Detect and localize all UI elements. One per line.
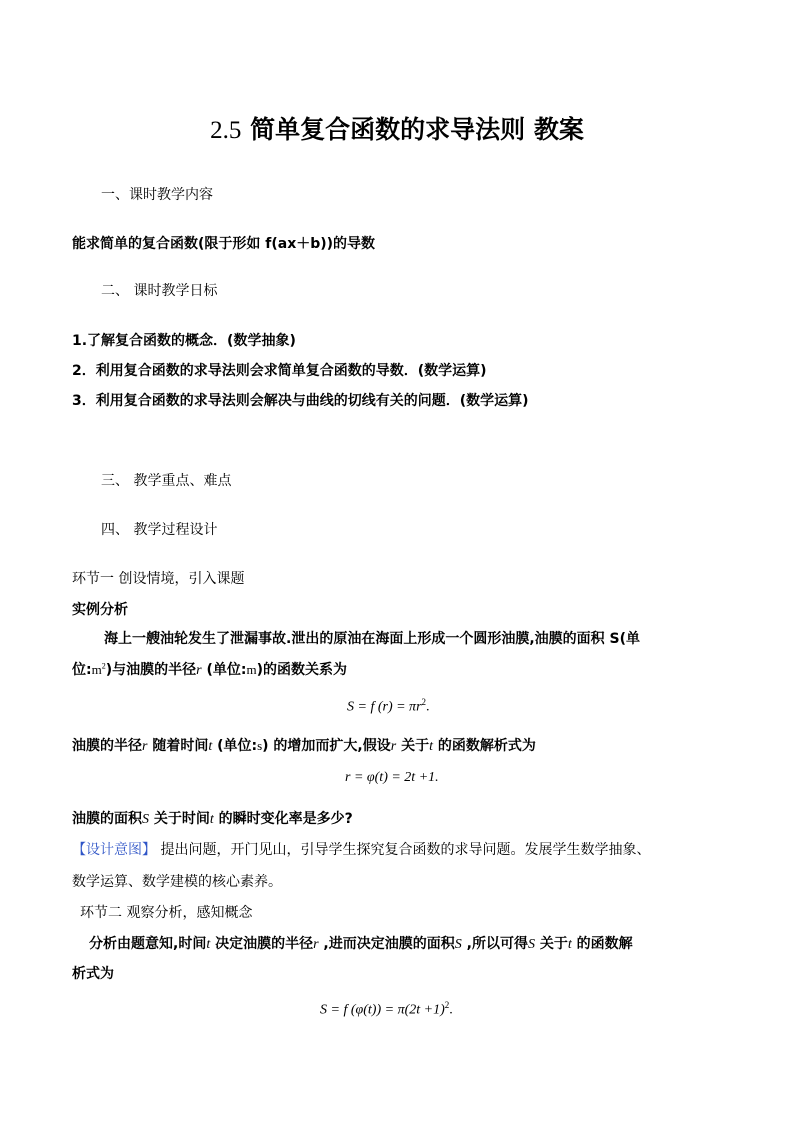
text-span: 随着时间	[147, 738, 209, 754]
unit-s: s	[257, 738, 263, 753]
text-span: 决定油膜的半径	[210, 936, 314, 952]
section-2-heading: 二、 课时教学日标	[101, 283, 218, 299]
text-span: (单位:	[201, 662, 247, 678]
text-span: ,所以可得	[461, 936, 528, 952]
text-span: ) 的增加而扩大,假设	[262, 738, 391, 754]
var-S: S	[142, 812, 149, 827]
paragraph-1-line-2	[72, 659, 347, 679]
text-span: 的函数解析式为	[432, 738, 536, 754]
var-t: t	[209, 812, 214, 827]
var-S: S	[454, 937, 462, 952]
section-1-content: 能求简单的复合函数(限于形如 f(ax＋b))的导数	[72, 236, 376, 252]
title-text: 简单复合函数的求导法则 教案	[250, 115, 584, 144]
text-span: 关于时间	[149, 811, 210, 827]
text-span: 油膜的半径	[72, 738, 142, 754]
var-r: r	[390, 739, 397, 754]
var-t: t	[429, 739, 433, 754]
text-span: 关于	[534, 936, 568, 952]
var-r: r	[142, 739, 148, 754]
var-r: r	[313, 937, 319, 952]
equation-3: S = f $(\varphi(t)) = \pi(2t +1)^2$.	[320, 1000, 453, 1018]
eq-tail: .	[449, 1002, 453, 1018]
objective-item-3: 3．利用复合函数的求导法则会解决与曲线的切线有关的问题．(数学运算)	[72, 393, 529, 409]
design-intent-line-2: 数学运算、数学建模的核心素养。	[72, 874, 282, 890]
equation-2: r = φ(t) = 2t +1.	[345, 770, 439, 785]
eq-text: S = f (r) = πr	[347, 699, 422, 715]
text-span: 的瞬时变化率是多少?	[213, 811, 353, 827]
var-t: t	[567, 937, 572, 952]
text-span: (单位:	[212, 738, 258, 754]
text-span: 的函数解	[571, 936, 633, 952]
eq-tail: .	[426, 699, 430, 715]
paragraph-2	[72, 735, 536, 755]
unit-m: m	[246, 662, 257, 677]
objective-item-1: 1.了解复合函数的概念．(数学抽象)	[72, 333, 296, 349]
section-4-heading: 四、 教学过程设计	[101, 522, 218, 538]
text-span: 分析由题意知,时间	[89, 936, 207, 952]
analysis-line-2: 析式为	[72, 966, 114, 982]
section-3-heading: 三、 教学重点、难点	[101, 473, 232, 489]
objective-item-2: 2．利用复合函数的求导法则会求简单复合函数的导数．(数学运算)	[72, 363, 487, 379]
design-intent-line-1	[72, 839, 650, 859]
var-t: t	[208, 739, 213, 754]
var-t: t	[206, 937, 211, 952]
analysis-line-1	[89, 933, 633, 953]
equation-1: S = f $(r) = \pi r^2$.	[347, 697, 430, 715]
question-line	[72, 808, 353, 828]
text-span: ,进而决定油膜的面积	[318, 936, 455, 952]
design-intent-label: 【设计意图】	[72, 842, 156, 858]
title-number: 2.5	[210, 117, 242, 144]
eq-text: S = f (φ(t)) = π(2t +1)	[320, 1002, 445, 1018]
text-span: )的函数关系为	[256, 662, 347, 678]
section-1-heading: 一、课时教学内容	[101, 187, 213, 203]
var-S: S	[527, 937, 535, 952]
unit-m2: $m^2$	[91, 661, 106, 677]
text-span: 关于	[396, 738, 430, 754]
paragraph-1-line-1: 海上一艘油轮发生了泄漏事故.泄出的原油在海面上形成一个圆形油膜,油膜的面积 S(单	[104, 631, 640, 647]
step-1-heading: 环节一 创设情境，引入课题	[72, 571, 245, 587]
document-title	[0, 110, 794, 146]
unit-text: m	[91, 662, 102, 677]
text-span: )与油膜的半径	[105, 662, 197, 678]
var-r: r	[196, 663, 202, 678]
text-span: 位:	[72, 662, 92, 678]
text-span: 提出问题，开门见山，引导学生探究复合函数的求导问题。发展学生数学抽象、	[156, 842, 651, 858]
example-analysis-label: 实例分析	[72, 602, 128, 618]
text-span: 油膜的面积	[72, 811, 142, 827]
step-2-heading: 环节二 观察分析，感知概念	[80, 905, 253, 921]
